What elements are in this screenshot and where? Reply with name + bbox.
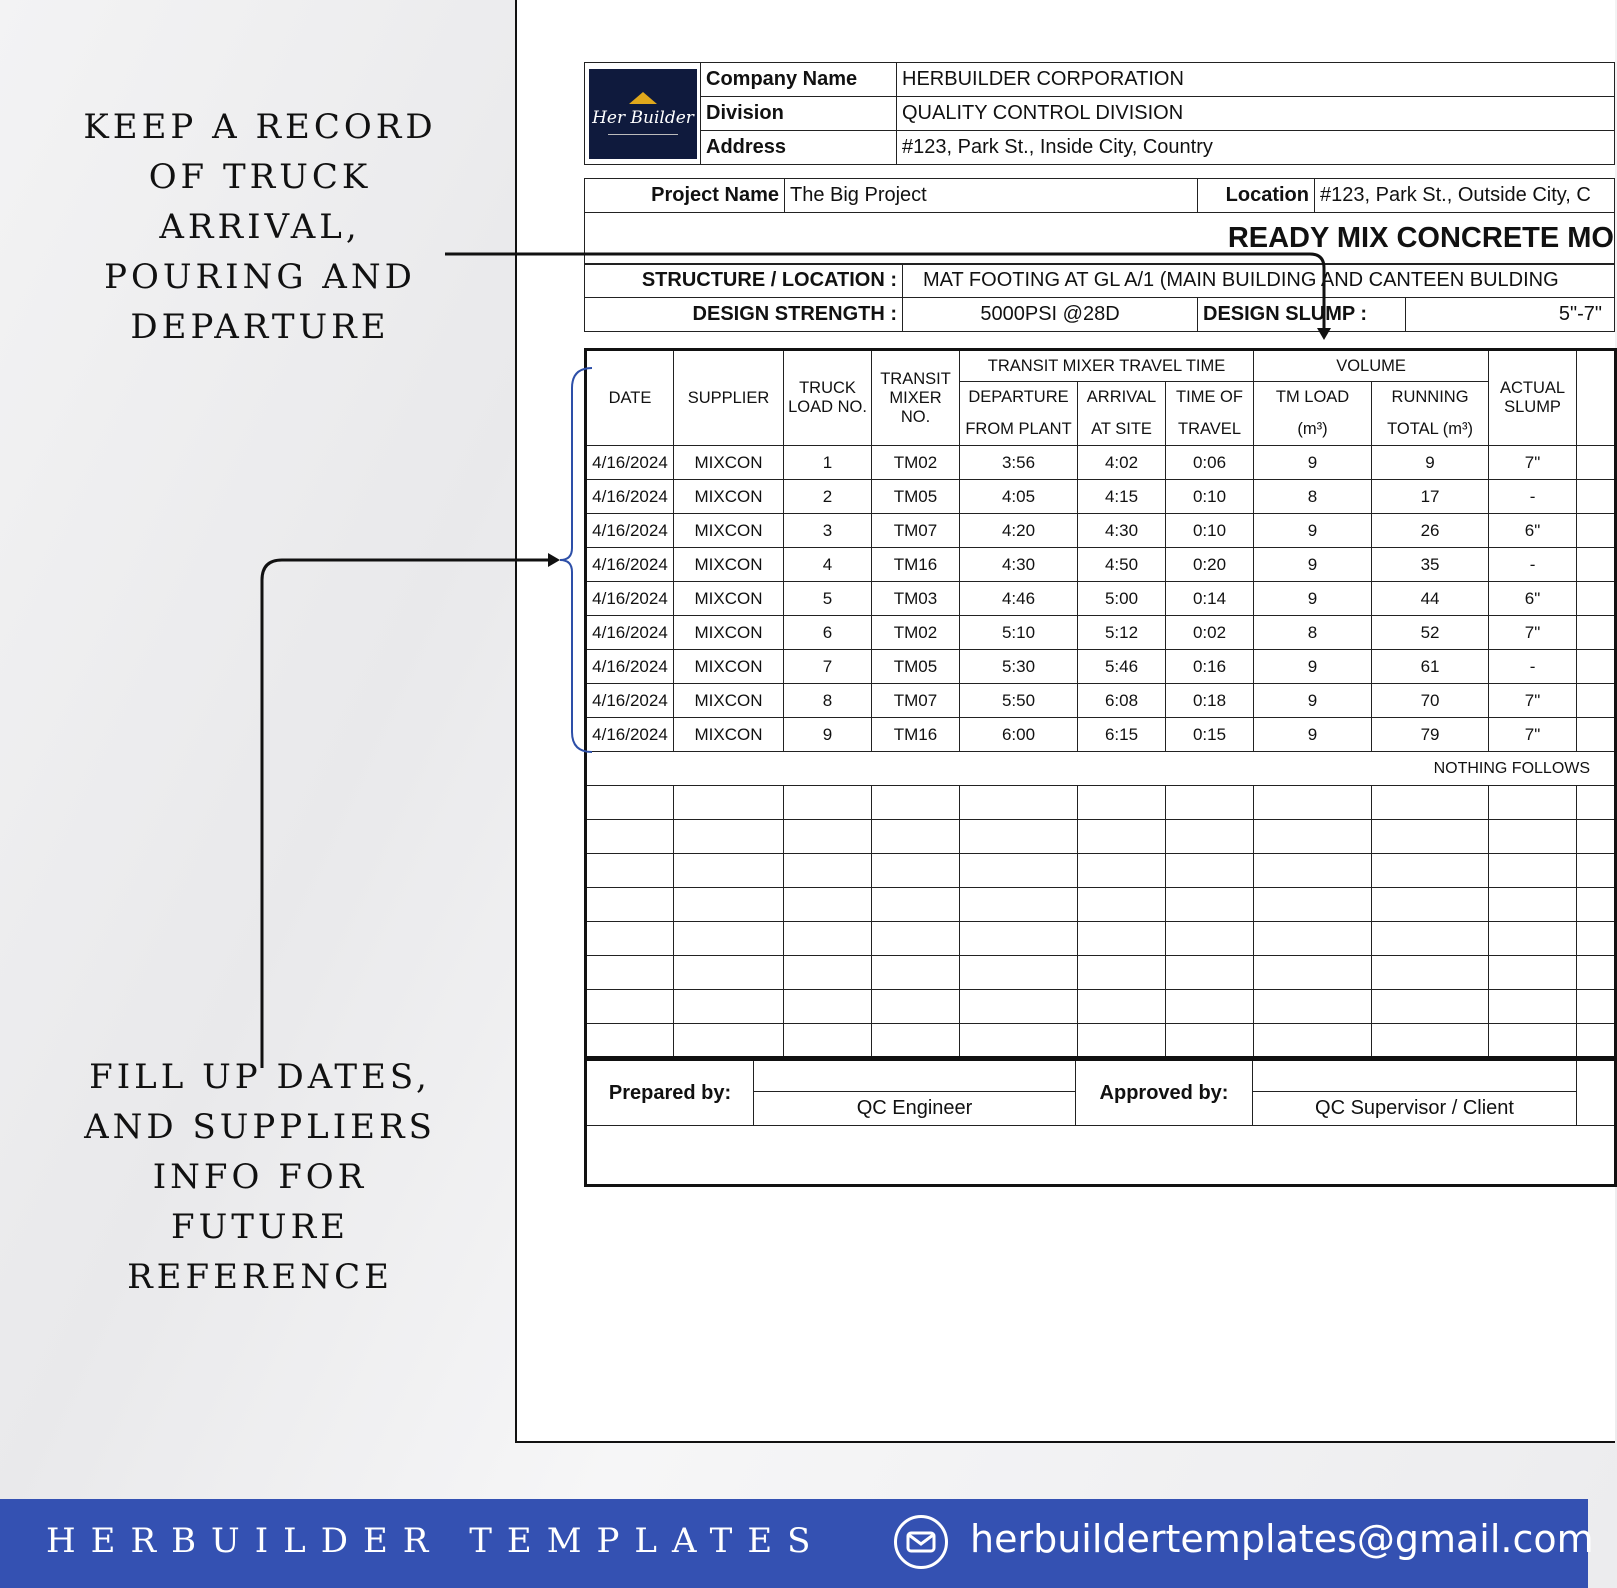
cell-extra[interactable] bbox=[1577, 446, 1616, 480]
cell-volume[interactable]: 8 bbox=[1254, 480, 1372, 514]
empty-cell[interactable] bbox=[1254, 888, 1372, 922]
cell-arrival[interactable]: 4:15 bbox=[1078, 480, 1166, 514]
empty-cell[interactable] bbox=[1254, 956, 1372, 990]
cell-supplier[interactable]: MIXCON bbox=[674, 684, 784, 718]
empty-cell[interactable] bbox=[1078, 854, 1166, 888]
empty-cell[interactable] bbox=[1577, 922, 1616, 956]
empty-cell[interactable] bbox=[1372, 922, 1489, 956]
cell-travel[interactable]: 0:10 bbox=[1166, 480, 1254, 514]
prepared-by-role: QC Engineer bbox=[754, 1092, 1076, 1126]
cell-tm[interactable]: TM07 bbox=[872, 684, 960, 718]
cell-date[interactable]: 4/16/2024 bbox=[586, 514, 674, 548]
header-truck-load: TRUCK LOAD NO. bbox=[784, 350, 872, 446]
cell-slump[interactable]: 6" bbox=[1489, 514, 1577, 548]
address-label: Address bbox=[701, 131, 897, 165]
empty-cell[interactable] bbox=[1372, 990, 1489, 1024]
project-info-table bbox=[584, 178, 1615, 265]
company-name-label: Company Name bbox=[701, 63, 897, 97]
signature-table bbox=[584, 1058, 1617, 1187]
empty-cell[interactable] bbox=[1577, 956, 1616, 990]
cell-load[interactable]: 7 bbox=[784, 650, 872, 684]
cell-supplier[interactable]: MIXCON bbox=[674, 650, 784, 684]
cell-travel[interactable]: 0:14 bbox=[1166, 582, 1254, 616]
empty-cell[interactable] bbox=[1577, 854, 1616, 888]
cell-travel[interactable]: 0:20 bbox=[1166, 548, 1254, 582]
empty-cell[interactable] bbox=[586, 888, 674, 922]
empty-cell[interactable] bbox=[960, 1024, 1078, 1058]
empty-cell[interactable] bbox=[784, 786, 872, 820]
empty-cell[interactable] bbox=[1372, 956, 1489, 990]
empty-cell[interactable] bbox=[1577, 990, 1616, 1024]
header-tm-load-unit: (m³) bbox=[1254, 414, 1372, 446]
empty-row bbox=[586, 990, 1616, 1024]
cell-departure[interactable]: 5:50 bbox=[960, 684, 1078, 718]
cell-slump[interactable]: 7" bbox=[1489, 718, 1577, 752]
empty-row bbox=[586, 888, 1616, 922]
empty-cell[interactable] bbox=[1372, 1024, 1489, 1058]
empty-cell[interactable] bbox=[784, 990, 872, 1024]
header-travel-time: TRANSIT MIXER TRAVEL TIME bbox=[960, 350, 1254, 382]
empty-cell[interactable] bbox=[1078, 888, 1166, 922]
cell-volume[interactable]: 8 bbox=[1254, 616, 1372, 650]
empty-cell[interactable] bbox=[586, 922, 674, 956]
header-departure-sub: FROM PLANT bbox=[960, 414, 1078, 446]
cell-date[interactable]: 4/16/2024 bbox=[586, 650, 674, 684]
header-running-total-unit: TOTAL (m³) bbox=[1372, 414, 1489, 446]
footer-email-link[interactable]: herbuildertemplates@gmail.com bbox=[970, 1517, 1594, 1561]
empty-cell[interactable] bbox=[872, 888, 960, 922]
empty-cell[interactable] bbox=[1254, 1024, 1372, 1058]
empty-cell[interactable] bbox=[1577, 888, 1616, 922]
empty-cell[interactable] bbox=[872, 956, 960, 990]
cell-supplier[interactable]: MIXCON bbox=[674, 548, 784, 582]
cell-load[interactable]: 3 bbox=[784, 514, 872, 548]
cell-arrival[interactable]: 5:12 bbox=[1078, 616, 1166, 650]
structure-location-value[interactable]: MAT FOOTING AT GL A/1 (MAIN BUILDING AND CANTEEN BULDING bbox=[903, 264, 1615, 298]
cell-volume[interactable]: 9 bbox=[1254, 684, 1372, 718]
empty-cell[interactable] bbox=[1489, 956, 1577, 990]
cell-tm[interactable]: TM07 bbox=[872, 514, 960, 548]
cell-extra[interactable] bbox=[1577, 548, 1616, 582]
cell-load[interactable]: 4 bbox=[784, 548, 872, 582]
cell-tm[interactable]: TM16 bbox=[872, 718, 960, 752]
cell-departure[interactable]: 4:20 bbox=[960, 514, 1078, 548]
cell-slump[interactable]: - bbox=[1489, 480, 1577, 514]
empty-cell[interactable] bbox=[872, 1024, 960, 1058]
empty-cell[interactable] bbox=[674, 922, 784, 956]
table-row bbox=[586, 650, 1616, 684]
footer-brand: HERBUILDER TEMPLATES bbox=[46, 1521, 826, 1561]
empty-row bbox=[586, 1024, 1616, 1058]
cell-total[interactable]: 17 bbox=[1372, 480, 1489, 514]
cell-total[interactable]: 79 bbox=[1372, 718, 1489, 752]
empty-cell[interactable] bbox=[674, 888, 784, 922]
empty-cell[interactable] bbox=[960, 922, 1078, 956]
empty-cell[interactable] bbox=[674, 1024, 784, 1058]
empty-cell[interactable] bbox=[1489, 922, 1577, 956]
address-value[interactable]: #123, Park St., Inside City, Country bbox=[897, 131, 1615, 165]
cell-date[interactable]: 4/16/2024 bbox=[586, 446, 674, 480]
cell-supplier[interactable]: MIXCON bbox=[674, 718, 784, 752]
cell-total[interactable]: 52 bbox=[1372, 616, 1489, 650]
cell-tm[interactable]: TM02 bbox=[872, 446, 960, 480]
header-extra bbox=[1577, 350, 1616, 446]
empty-cell[interactable] bbox=[1254, 990, 1372, 1024]
empty-cell[interactable] bbox=[960, 820, 1078, 854]
design-strength-label: DESIGN STRENGTH : bbox=[585, 298, 903, 332]
cell-load[interactable]: 9 bbox=[784, 718, 872, 752]
cell-departure[interactable]: 4:30 bbox=[960, 548, 1078, 582]
prepared-by-label: Prepared by: bbox=[586, 1060, 754, 1126]
callout-record-truck: KEEP A RECORD OF TRUCK ARRIVAL, POURING AND DEPARTURE bbox=[83, 107, 437, 347]
cell-slump[interactable]: 7" bbox=[1489, 446, 1577, 480]
empty-cell[interactable] bbox=[872, 990, 960, 1024]
header-transit-mixer: TRANSIT MIXER NO. bbox=[872, 350, 960, 446]
cell-supplier[interactable]: MIXCON bbox=[674, 514, 784, 548]
empty-cell[interactable] bbox=[586, 956, 674, 990]
design-slump-label: DESIGN SLUMP : bbox=[1198, 298, 1406, 332]
empty-cell[interactable] bbox=[784, 820, 872, 854]
cell-slump[interactable]: 7" bbox=[1489, 684, 1577, 718]
empty-cell[interactable] bbox=[1372, 820, 1489, 854]
company-info-table bbox=[584, 62, 1615, 165]
empty-cell[interactable] bbox=[872, 922, 960, 956]
callout-fill-dates: FILL UP DATES, AND SUPPLIERS INFO FOR FUTURE REFERENCE bbox=[84, 1057, 436, 1297]
form-title: READY MIX CONCRETE MO bbox=[585, 213, 1615, 265]
empty-cell[interactable] bbox=[872, 854, 960, 888]
cell-tm[interactable]: TM05 bbox=[872, 480, 960, 514]
table-row bbox=[586, 718, 1616, 752]
cell-load[interactable]: 6 bbox=[784, 616, 872, 650]
empty-cell[interactable] bbox=[674, 990, 784, 1024]
empty-cell[interactable] bbox=[784, 922, 872, 956]
empty-cell[interactable] bbox=[1489, 1024, 1577, 1058]
table-row bbox=[586, 514, 1616, 548]
project-name-label: Project Name bbox=[585, 179, 785, 213]
cell-total[interactable]: 26 bbox=[1372, 514, 1489, 548]
empty-cell[interactable] bbox=[1078, 922, 1166, 956]
header-departure: DEPARTURE bbox=[960, 382, 1078, 414]
cell-arrival[interactable]: 5:00 bbox=[1078, 582, 1166, 616]
empty-cell[interactable] bbox=[1166, 854, 1254, 888]
nothing-follows-row bbox=[586, 752, 1616, 786]
table-row bbox=[586, 480, 1616, 514]
table-row bbox=[586, 582, 1616, 616]
signature-extra bbox=[1577, 1060, 1616, 1126]
cell-travel[interactable]: 0:10 bbox=[1166, 514, 1254, 548]
cell-extra[interactable] bbox=[1577, 650, 1616, 684]
empty-cell[interactable] bbox=[1372, 786, 1489, 820]
cell-volume[interactable]: 9 bbox=[1254, 548, 1372, 582]
table-row bbox=[586, 684, 1616, 718]
location-label: Location bbox=[1198, 179, 1315, 213]
empty-cell[interactable] bbox=[1166, 956, 1254, 990]
design-slump-value[interactable]: 5"-7" bbox=[1406, 298, 1615, 332]
concrete-log-table bbox=[584, 348, 1617, 1059]
empty-cell[interactable] bbox=[1254, 820, 1372, 854]
empty-cell[interactable] bbox=[674, 956, 784, 990]
cell-volume[interactable]: 9 bbox=[1254, 582, 1372, 616]
empty-row bbox=[586, 956, 1616, 990]
cell-slump[interactable]: 6" bbox=[1489, 582, 1577, 616]
empty-cell[interactable] bbox=[586, 854, 674, 888]
table-row bbox=[586, 446, 1616, 480]
cell-volume[interactable]: 9 bbox=[1254, 718, 1372, 752]
cell-arrival[interactable]: 4:02 bbox=[1078, 446, 1166, 480]
cell-supplier[interactable]: MIXCON bbox=[674, 480, 784, 514]
empty-cell[interactable] bbox=[586, 820, 674, 854]
cell-departure[interactable]: 6:00 bbox=[960, 718, 1078, 752]
empty-cell[interactable] bbox=[586, 990, 674, 1024]
header-tm-load: TM LOAD bbox=[1254, 382, 1372, 414]
header-actual-slump: ACTUAL SLUMP bbox=[1489, 350, 1577, 446]
location-value[interactable]: #123, Park St., Outside City, C bbox=[1315, 179, 1615, 213]
cell-date[interactable]: 4/16/2024 bbox=[586, 582, 674, 616]
arrow-bottom bbox=[262, 560, 552, 1068]
prepared-by-signature[interactable] bbox=[754, 1060, 1076, 1092]
cell-extra[interactable] bbox=[1577, 684, 1616, 718]
structure-info-table bbox=[584, 263, 1615, 332]
header-volume: VOLUME bbox=[1254, 350, 1489, 382]
table-row bbox=[586, 616, 1616, 650]
structure-location-label: STRUCTURE / LOCATION : bbox=[585, 264, 903, 298]
approved-by-label: Approved by: bbox=[1076, 1060, 1253, 1126]
cell-departure[interactable]: 3:56 bbox=[960, 446, 1078, 480]
footer-bar bbox=[0, 1499, 1594, 1588]
empty-cell[interactable] bbox=[1372, 854, 1489, 888]
empty-cell[interactable] bbox=[1078, 786, 1166, 820]
header-running-total: RUNNING bbox=[1372, 382, 1489, 414]
empty-cell[interactable] bbox=[784, 1024, 872, 1058]
empty-cell[interactable] bbox=[1489, 820, 1577, 854]
empty-cell[interactable] bbox=[1254, 786, 1372, 820]
cell-total[interactable]: 9 bbox=[1372, 446, 1489, 480]
empty-cell[interactable] bbox=[674, 854, 784, 888]
cell-departure[interactable]: 5:30 bbox=[960, 650, 1078, 684]
empty-cell[interactable] bbox=[1166, 990, 1254, 1024]
approved-by-signature[interactable] bbox=[1253, 1060, 1577, 1092]
empty-cell[interactable] bbox=[1166, 888, 1254, 922]
empty-cell[interactable] bbox=[1577, 786, 1616, 820]
empty-cell[interactable] bbox=[1489, 854, 1577, 888]
empty-cell[interactable] bbox=[1577, 820, 1616, 854]
empty-cell[interactable] bbox=[872, 820, 960, 854]
cell-extra[interactable] bbox=[1577, 582, 1616, 616]
empty-cell[interactable] bbox=[960, 990, 1078, 1024]
empty-cell[interactable] bbox=[960, 956, 1078, 990]
header-time-of-travel-sub: TRAVEL bbox=[1166, 414, 1254, 446]
empty-cell[interactable] bbox=[784, 956, 872, 990]
empty-cell[interactable] bbox=[1254, 854, 1372, 888]
company-logo bbox=[589, 69, 697, 159]
design-strength-value[interactable]: 5000PSI @28D bbox=[903, 298, 1198, 332]
cell-date[interactable]: 4/16/2024 bbox=[586, 548, 674, 582]
cell-total[interactable]: 35 bbox=[1372, 548, 1489, 582]
cell-extra[interactable] bbox=[1577, 718, 1616, 752]
empty-cell[interactable] bbox=[586, 1024, 674, 1058]
logo-text: Her Builder bbox=[592, 108, 694, 128]
cell-arrival[interactable]: 6:15 bbox=[1078, 718, 1166, 752]
cell-total[interactable]: 61 bbox=[1372, 650, 1489, 684]
cell-extra[interactable] bbox=[1577, 480, 1616, 514]
empty-cell[interactable] bbox=[784, 888, 872, 922]
cell-volume[interactable]: 9 bbox=[1254, 514, 1372, 548]
approved-by-role: QC Supervisor / Client bbox=[1253, 1092, 1577, 1126]
empty-cell[interactable] bbox=[1166, 786, 1254, 820]
empty-cell[interactable] bbox=[1078, 820, 1166, 854]
empty-cell[interactable] bbox=[1489, 990, 1577, 1024]
cell-slump[interactable]: 7" bbox=[1489, 616, 1577, 650]
signature-notes bbox=[586, 1126, 1616, 1186]
roof-icon bbox=[629, 92, 657, 104]
empty-cell[interactable] bbox=[674, 786, 784, 820]
cell-tm[interactable]: TM05 bbox=[872, 650, 960, 684]
cell-departure[interactable]: 5:10 bbox=[960, 616, 1078, 650]
cell-total[interactable]: 44 bbox=[1372, 582, 1489, 616]
empty-cell[interactable] bbox=[1078, 990, 1166, 1024]
mail-icon[interactable] bbox=[894, 1515, 948, 1569]
empty-row bbox=[586, 922, 1616, 956]
cell-volume[interactable]: 9 bbox=[1254, 446, 1372, 480]
cell-arrival[interactable]: 5:46 bbox=[1078, 650, 1166, 684]
cell-tm[interactable]: TM03 bbox=[872, 582, 960, 616]
logo-divider bbox=[608, 134, 678, 135]
cell-load[interactable]: 8 bbox=[784, 684, 872, 718]
empty-cell[interactable] bbox=[960, 786, 1078, 820]
header-supplier: SUPPLIER bbox=[674, 350, 784, 446]
cell-date[interactable]: 4/16/2024 bbox=[586, 616, 674, 650]
cell-departure[interactable]: 4:46 bbox=[960, 582, 1078, 616]
cell-load[interactable]: 2 bbox=[784, 480, 872, 514]
company-name-value[interactable]: HERBUILDER CORPORATION bbox=[897, 63, 1615, 97]
division-value[interactable]: QUALITY CONTROL DIVISION bbox=[897, 97, 1615, 131]
empty-cell[interactable] bbox=[1372, 888, 1489, 922]
cell-supplier[interactable]: MIXCON bbox=[674, 616, 784, 650]
cell-arrival[interactable]: 6:08 bbox=[1078, 684, 1166, 718]
empty-cell[interactable] bbox=[674, 820, 784, 854]
company-logo-cell bbox=[585, 63, 701, 165]
empty-cell[interactable] bbox=[960, 888, 1078, 922]
header-date: DATE bbox=[586, 350, 674, 446]
empty-cell[interactable] bbox=[1166, 922, 1254, 956]
cell-travel[interactable]: 0:06 bbox=[1166, 446, 1254, 480]
cell-volume[interactable]: 9 bbox=[1254, 650, 1372, 684]
empty-cell[interactable] bbox=[1166, 1024, 1254, 1058]
cell-tm[interactable]: TM02 bbox=[872, 616, 960, 650]
empty-cell[interactable] bbox=[1489, 786, 1577, 820]
cell-arrival[interactable]: 4:50 bbox=[1078, 548, 1166, 582]
cell-load[interactable]: 1 bbox=[784, 446, 872, 480]
empty-cell[interactable] bbox=[586, 786, 674, 820]
cell-tm[interactable]: TM16 bbox=[872, 548, 960, 582]
cell-arrival[interactable]: 4:30 bbox=[1078, 514, 1166, 548]
cell-slump[interactable]: - bbox=[1489, 650, 1577, 684]
cell-travel[interactable]: 0:02 bbox=[1166, 616, 1254, 650]
empty-cell[interactable] bbox=[1254, 922, 1372, 956]
empty-row bbox=[586, 786, 1616, 820]
empty-cell[interactable] bbox=[1078, 1024, 1166, 1058]
table-row bbox=[586, 548, 1616, 582]
cell-supplier[interactable]: MIXCON bbox=[674, 446, 784, 480]
empty-cell[interactable] bbox=[1489, 888, 1577, 922]
empty-cell[interactable] bbox=[1166, 820, 1254, 854]
cell-supplier[interactable]: MIXCON bbox=[674, 582, 784, 616]
header-time-of-travel: TIME OF bbox=[1166, 382, 1254, 414]
empty-cell[interactable] bbox=[960, 854, 1078, 888]
empty-row bbox=[586, 820, 1616, 854]
cell-extra[interactable] bbox=[1577, 514, 1616, 548]
header-arrival: ARRIVAL bbox=[1078, 382, 1166, 414]
cell-load[interactable]: 5 bbox=[784, 582, 872, 616]
project-name-value[interactable]: The Big Project bbox=[785, 179, 1198, 213]
cell-departure[interactable]: 4:05 bbox=[960, 480, 1078, 514]
empty-cell[interactable] bbox=[1577, 1024, 1616, 1058]
empty-cell[interactable] bbox=[872, 786, 960, 820]
cell-date[interactable]: 4/16/2024 bbox=[586, 718, 674, 752]
empty-cell[interactable] bbox=[1078, 956, 1166, 990]
cell-date[interactable]: 4/16/2024 bbox=[586, 480, 674, 514]
cell-total[interactable]: 70 bbox=[1372, 684, 1489, 718]
cell-extra[interactable] bbox=[1577, 616, 1616, 650]
cell-slump[interactable]: - bbox=[1489, 548, 1577, 582]
division-label: Division bbox=[701, 97, 897, 131]
empty-row bbox=[586, 854, 1616, 888]
cell-travel[interactable]: 0:16 bbox=[1166, 650, 1254, 684]
cell-travel[interactable]: 0:18 bbox=[1166, 684, 1254, 718]
nothing-follows-text: NOTHING FOLLOWS bbox=[586, 752, 1616, 786]
header-arrival-sub: AT SITE bbox=[1078, 414, 1166, 446]
cell-travel[interactable]: 0:15 bbox=[1166, 718, 1254, 752]
empty-cell[interactable] bbox=[784, 854, 872, 888]
cell-date[interactable]: 4/16/2024 bbox=[586, 684, 674, 718]
